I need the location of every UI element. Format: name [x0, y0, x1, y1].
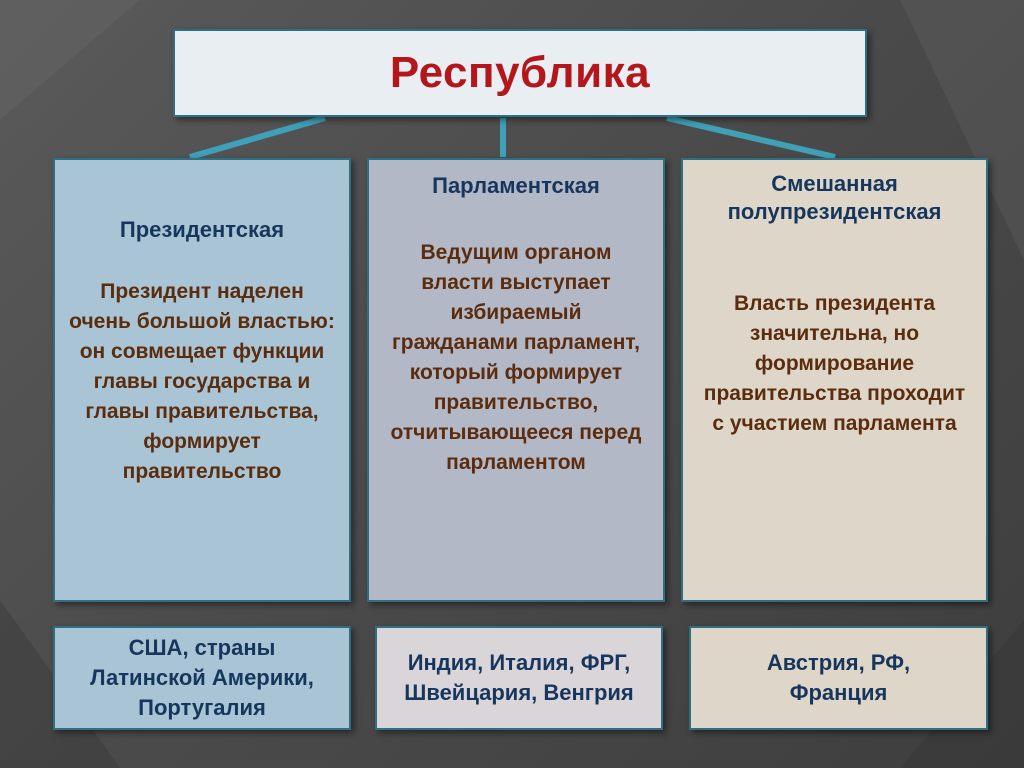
column-heading: Президентская	[119, 217, 285, 242]
examples-mixed	[689, 626, 988, 730]
title-box	[173, 29, 867, 117]
diagram-title: Республика	[389, 48, 651, 97]
column-description: Власть президента значительна, но формирование правительства проходит с участием парламента	[703, 292, 966, 435]
examples-text: Индия, Италия, ФРГ, Швейцария, Венгрия	[404, 650, 634, 705]
column-heading: Смешанная полупрезидентская	[727, 171, 942, 224]
column-description: Президент наделен очень большой властью: он совмещает функции главы государства и главы правительства, формирует правительство	[69, 280, 335, 483]
connector-left	[190, 118, 325, 157]
examples-parliamentary	[375, 626, 663, 730]
examples-presidential	[53, 626, 351, 730]
column-mixed	[681, 158, 988, 602]
examples-text: Австрия, РФ, Франция	[766, 650, 911, 705]
column-presidential	[53, 158, 351, 602]
column-parliamentary	[367, 158, 665, 602]
connector-right	[667, 118, 835, 157]
column-description: Ведущим органом власти выступает избираемый гражданами парламент, который формирует правительство, отчитывающееся перед парламентом	[390, 241, 642, 474]
column-heading: Парламентская	[432, 173, 600, 198]
examples-text: США, страны Латинской Америки, Португалия	[90, 635, 314, 720]
